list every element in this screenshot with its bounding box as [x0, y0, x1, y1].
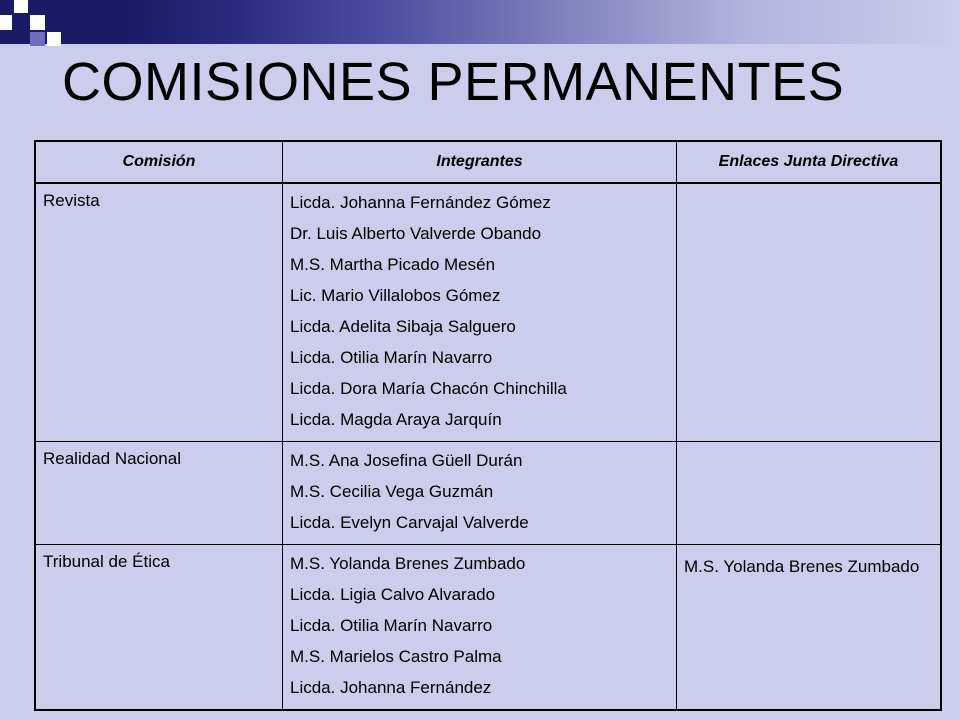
comision-cell: Tribunal de Ética [35, 545, 283, 711]
member-name: M.S. Cecilia Vega Guzmán [290, 482, 494, 501]
header-integrantes: Integrantes [283, 141, 677, 183]
member-name: Licda. Otilia Marín Navarro [290, 616, 493, 635]
member-name: Licda. Adelita Sibaja Salguero [290, 317, 516, 336]
commissions-table [34, 140, 942, 711]
member-name: Lic. Mario Villalobos Gómez [290, 286, 501, 305]
header-enlaces: Enlaces Junta Directiva [677, 141, 942, 183]
integrantes-cell [283, 183, 677, 442]
decorative-square [0, 0, 12, 13]
member-name: Licda. Evelyn Carvajal Valverde [290, 513, 529, 532]
member-name: M.S. Yolanda Brenes Zumbado [290, 554, 526, 573]
decorative-square [14, 0, 28, 13]
header-gradient-band [0, 0, 960, 44]
member-name: Licda. Magda Araya Jarquín [290, 410, 502, 429]
enlace-cell [677, 442, 942, 545]
decorative-square [30, 32, 45, 46]
table-header-row [35, 141, 941, 183]
integrantes-cell [283, 545, 677, 711]
member-name: Licda. Otilia Marín Navarro [290, 348, 493, 367]
enlace-cell [677, 183, 942, 442]
table-row [35, 442, 941, 545]
member-name: Licda. Johanna Fernández Gómez [290, 193, 551, 212]
decorative-square [0, 15, 12, 30]
integrantes-cell [283, 442, 677, 545]
member-name: Licda. Ligia Calvo Alvarado [290, 585, 496, 604]
decorative-square [30, 15, 45, 30]
member-name: M.S. Martha Picado Mesén [290, 255, 496, 274]
comision-cell: Revista [35, 183, 283, 442]
member-name: Dr. Luis Alberto Valverde Obando [290, 224, 542, 243]
header-comision: Comisión [35, 141, 283, 183]
member-name: Licda. Johanna Fernández [290, 678, 492, 697]
decorative-square [14, 15, 28, 30]
member-name: M.S. Marielos Castro Palma [290, 647, 502, 666]
comision-cell: Realidad Nacional [35, 442, 283, 545]
enlace-cell: M.S. Yolanda Brenes Zumbado [677, 545, 942, 711]
member-name: Licda. Dora María Chacón Chinchilla [290, 379, 567, 398]
table-row [35, 545, 941, 711]
decorative-square [47, 32, 61, 46]
slide-title: COMISIONES PERMANENTES [62, 52, 845, 112]
table-row [35, 183, 941, 442]
member-name: M.S. Ana Josefina Güell Durán [290, 451, 523, 470]
